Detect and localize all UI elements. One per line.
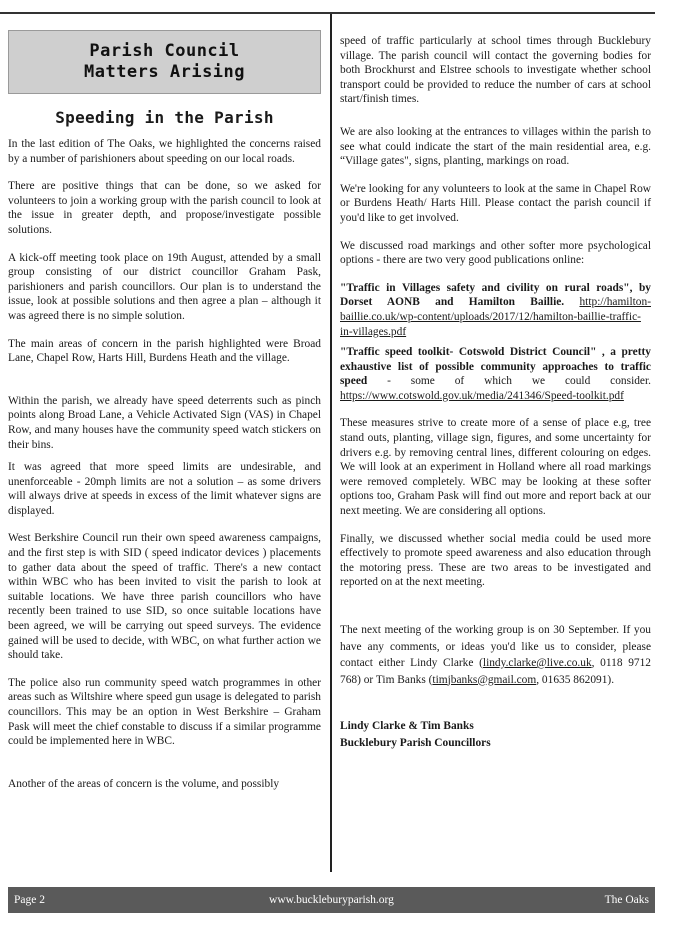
closing-text: , 01635 862091). <box>536 673 615 686</box>
publication-link[interactable]: https://www.cotswold.gov.uk/media/241346/Speed-toolkit.pdf <box>340 389 624 402</box>
publication-2 <box>340 345 651 403</box>
paragraph: It was agreed that more speed limits are undesirable, and unenforceable - 20mph limits are not a solution – as some drivers will always drive at speeds in excess of the limit whatever signs are displayed. <box>8 461 321 517</box>
closing-paragraph <box>340 622 651 688</box>
section-header <box>8 30 321 94</box>
publication-name: The Oaks <box>604 894 649 906</box>
publication-desc: - some of which we could consider. <box>367 375 651 388</box>
top-rule <box>0 12 655 14</box>
publication-title: "Traffic in Villages safety and civility on rural roads", by Dorset AONB and Hamilton Baillie. <box>340 281 651 309</box>
section-header-line1: Parish Council <box>89 41 240 61</box>
page-number: Page 2 <box>14 894 45 906</box>
paragraph: We discussed road markings and other softer more psychological options - there are two very good publications online: <box>340 239 651 267</box>
section-header-line2: Matters Arising <box>83 62 246 82</box>
publication-1 <box>340 281 651 339</box>
email-link[interactable]: timjbanks@gmail.com <box>432 673 537 686</box>
page-footer <box>8 887 655 913</box>
left-column <box>8 30 321 804</box>
signature-names: Lindy Clarke & Tim Banks <box>340 720 474 732</box>
paragraph: Another of the areas of concern is the volume, and possibly <box>8 777 280 790</box>
publication-link[interactable]: http://hamilton-baillie.co.uk/wp-content/uploads/2017/12/hamilton-baillie-traffic-in-villages.pdf <box>340 296 651 338</box>
paragraph: There are positive things that can be done, so we asked for volunteers to join a working group with the parish council to look at the issue in greater depth, and propose/investigate possible solutions. <box>8 180 321 236</box>
signature <box>340 718 651 752</box>
closing-text: , 0118 9712 768) or Tim Banks ( <box>340 657 652 686</box>
paragraph: The police also run community speed watch programmes in other areas such as Wiltshire where speed gun usage is delegated to parish councillors. This may be an option in West Berkshire – Graham Pask will meet the chief constable to discuss if a similar programme could be implemented here in WBC. <box>8 676 321 748</box>
paragraph: We are also looking at the entrances to villages within the parish to see what could indicate the start of the main residential area, e.g. “Village gates", signs, planting, markings on road. <box>340 125 651 168</box>
signature-role: Bucklebury Parish Councillors <box>340 737 491 749</box>
article-title: Speeding in the Parish <box>55 108 274 127</box>
paragraph: Finally, we discussed whether social media could be used more effectively to promote speed awareness and also education through the motoring press. These are two areas to be investigated and reported on at the next meeting. <box>340 532 651 589</box>
paragraph: The main areas of concern in the parish highlighted were Broad Lane, Chapel Row, Harts Hill, Burdens Heath and the village. <box>8 337 321 365</box>
column-divider <box>330 14 332 872</box>
paragraph: West Berkshire Council run their own speed awareness campaigns, and the first step is with SID ( speed indicator devices ) placements to gather data about the speed of traffic. There's a new contact within WBC who has been invited to visit the parish to look at suitable locations. We have three parish councillors who have recently been trained to use SID, so once suitable locations have been agreed, we will be carrying out speed surveys. The evidence gained will be used to decide, with WBC, on what further action we should take. <box>8 532 321 662</box>
paragraph: Within the parish, we already have speed deterrents such as pinch points along Broad Lane, a Vehicle Activated Sign (VAS) in Chapel Row, and many houses have the community speed watch stickers on their bins. <box>8 394 321 451</box>
publication-title: "Traffic speed toolkit- Cotswold District Council" , a pretty exhaustive list of possible community approaches to traffic speed <box>340 346 651 388</box>
footer-url: www.buckleburyparish.org <box>269 894 394 906</box>
paragraph: These measures strive to create more of a sense of place e.g, tree stand outs, planting, village sign, figures, and some uncertainty for drivers e.g. by removing central lines, different colouring on edges. We will look at an experiment in Holland where all road markings were removed completely. WBC may be looking at these softer options too, Graham Pask will find out more and report back at our next meeting. We are considering all options. <box>340 417 651 518</box>
paragraph: In the last edition of The Oaks, we highlighted the concerns raised by a number of parishioners about speeding on our local roads. <box>8 138 321 165</box>
right-column <box>340 30 651 752</box>
paragraph: speed of traffic particularly at school times through Bucklebury village. The parish council will contact the governing bodies for both Brockhurst and Elstree schools to investigate whether school transport could be provided to reduce the number of cars at school start/finish times. <box>340 35 651 106</box>
paragraph: A kick-off meeting took place on 19th August, attended by a small group consisting of our district councillor Graham Pask, parishioners and parish councillors. Our plan is to understand the issue, look at possible solutions and then agree a plan – although it was agreed there is no simple solution. <box>8 251 321 322</box>
closing-text: The next meeting of the working group is on 30 September. If you have any comments, or ideas you'd like us to consider, please contact either Lindy Clarke ( <box>340 624 651 669</box>
email-link[interactable]: lindy.clarke@live.co.uk <box>482 657 592 669</box>
paragraph: We're looking for any volunteers to look at the same in Chapel Row or Burdens Heath/ Harts Hill. Please contact the parish council if you'd like to get involved. <box>340 182 651 224</box>
